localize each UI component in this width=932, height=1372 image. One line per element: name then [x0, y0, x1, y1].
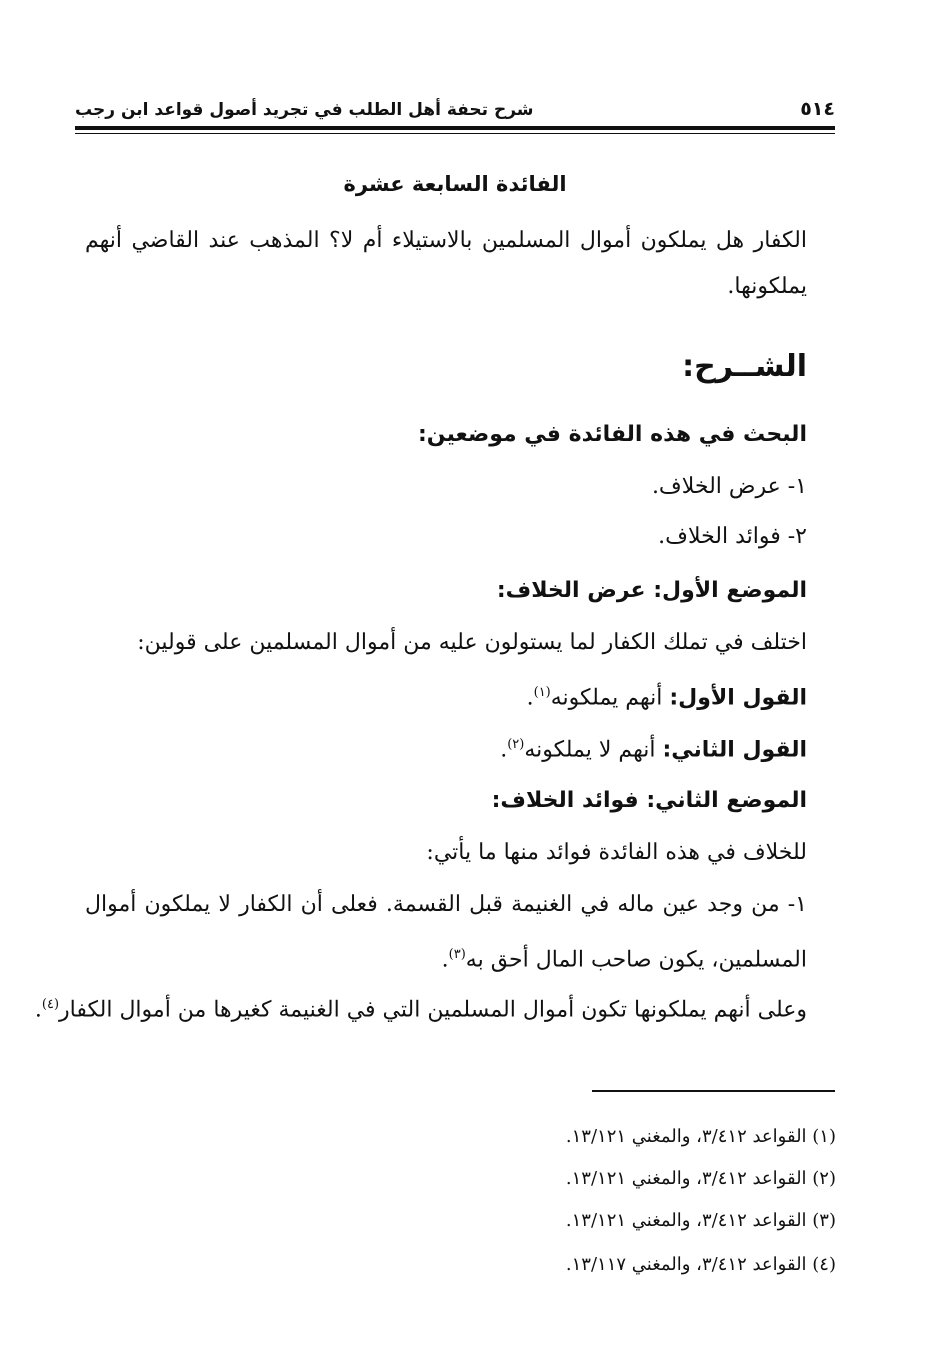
opinion-1-label: القول الأول: [669, 685, 807, 711]
place2-text: للخلاف في هذه الفائدة فوائد منها ما يأتي: [426, 840, 807, 865]
place1-text: اختلف في تملك الكفار لما يستولون عليه من أموال المسلمين على قولين: [137, 630, 807, 655]
header-rule-thin [75, 133, 835, 134]
sharh-heading: الشــرح: [682, 349, 807, 384]
running-title: شرح تحفة أهل الطلب في تجريد أصول قواعد ابن رجب [75, 100, 534, 120]
section-heading: الفائدة السابعة عشرة [343, 172, 567, 196]
opinion-1: القول الأول: أنهم يملكونه$^{(١)}$. [526, 685, 807, 711]
footnote-ref-2: (٢) [507, 737, 525, 752]
footnote-separator [592, 1090, 835, 1092]
benefit-1-line-2: المسلمين، يكون صاحب المال أحق به$^{(٣)}$. [441, 947, 807, 973]
opinion-1-text: أنهم يملكونه [550, 685, 663, 711]
rule-text-line-2: يملكونها. [727, 274, 807, 299]
footnote-3: (٣) القواعد ٣/٤١٢، والمغني ١٣/١٢١. [565, 1210, 836, 1231]
place2-heading: الموضع الثاني: فوائد الخلاف: [491, 788, 807, 813]
topic-item-2: ٢- فوائد الخلاف. [658, 524, 807, 549]
footnote-ref-3: (٣) [448, 947, 466, 962]
opinion-2-label: القول الثاني: [662, 737, 807, 763]
benefit-1-line-1: ١- من وجد عين ماله في الغنيمة قبل القسمة. فعلى أن الكفار لا يملكون أموال [85, 892, 807, 917]
opinion-2: القول الثاني: أنهم لا يملكونه$^{(٢)}$. [500, 737, 807, 763]
footnote-ref-4: (٤) [41, 997, 60, 1012]
header-rule-thick [75, 126, 835, 130]
footnote-4: (٤) القواعد ٣/٤١٢، والمغني ١٣/١١٧. [565, 1254, 836, 1275]
footnote-1: (١) القواعد ٣/٤١٢، والمغني ١٣/١٢١. [565, 1126, 836, 1147]
place1-heading: الموضع الأول: عرض الخلاف: [496, 578, 807, 603]
footnote-2: (٢) القواعد ٣/٤١٢، والمغني ١٣/١٢١. [565, 1168, 836, 1189]
page-number: ٥١٤ [800, 98, 835, 120]
intro-heading: البحث في هذه الفائدة في موضعين: [417, 422, 807, 447]
benefit-2: وعلى أنهم يملكونها تكون أموال المسلمين التي في الغنيمة كغيرها من أموال الكفار$^{(٤)}$. [34, 997, 807, 1023]
opinion-2-text: أنهم لا يملكونه [524, 737, 656, 763]
rule-text-line-1: الكفار هل يملكون أموال المسلمين بالاستيلاء أم لا؟ المذهب عند القاضي أنهم [85, 228, 807, 253]
topic-item-1: ١- عرض الخلاف. [651, 474, 807, 499]
footnote-ref-1: (١) [533, 685, 551, 700]
running-header [75, 88, 835, 120]
